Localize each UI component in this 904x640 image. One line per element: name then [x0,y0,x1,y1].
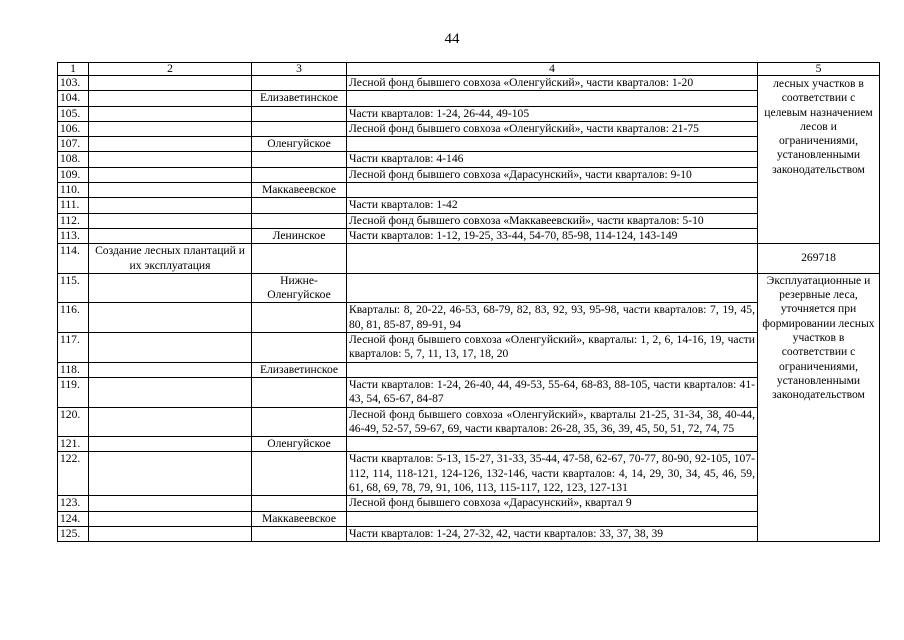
locality-cell [252,526,347,541]
table-row [58,511,880,526]
quarters-cell: Лесной фонд бывшего совхоза «Маккавеевский», части кварталов: 5-10 [347,213,758,228]
table-row [58,167,880,182]
table-row [58,183,880,198]
table-row [58,333,880,363]
row-number-cell: 118. [58,362,89,377]
column-header: 1 [58,63,89,76]
purpose-cell [89,452,252,496]
locality-cell [252,167,347,182]
quarters-cell: Части кварталов: 5-13, 15-27, 31-33, 35-44, 47-58, 62-67, 70-77, 80-90, 92-105, 107-112, 114, 118-121, 124-126, 132-146, части кварталов: 4, 14, 29, 30, 34, 45, 46, 59, 61, 68, 69, 78, 79, 91, 106, 113, 115-117, 122, 123, 127-131 [347,452,758,496]
quarters-cell: Части кварталов: 1-42 [347,198,758,213]
row-number-cell: 119. [58,377,89,407]
row-number-cell: 105. [58,106,89,121]
purpose-cell [89,183,252,198]
table-row [58,121,880,136]
purpose-cell [89,167,252,182]
row-number-cell: 113. [58,228,89,243]
quarters-cell: Кварталы: 8, 20-22, 46-53, 68-79, 82, 83, 92, 93, 95-98, части кварталов: 7, 19, 45, 80, 81, 85-87, 89-91, 94 [347,303,758,333]
quarters-cell [347,183,758,198]
quarters-cell: Лесной фонд бывшего совхоза «Дарасунский», части кварталов: 9-10 [347,167,758,182]
row-number-cell: 107. [58,137,89,152]
table-row [58,362,880,377]
locality-cell [252,152,347,167]
row-number-cell: 112. [58,213,89,228]
purpose-cell [89,407,252,437]
purpose-cell [89,137,252,152]
table-header-row [58,63,880,76]
quarters-cell [347,437,758,452]
purpose-cell [89,333,252,363]
table-row [58,91,880,106]
quarters-cell: Части кварталов: 4-146 [347,152,758,167]
purpose-cell [89,511,252,526]
locality-cell [252,213,347,228]
table-row [58,76,880,91]
table-row [58,152,880,167]
row-number-cell: 103. [58,76,89,91]
locality-cell: Елизаветинское [252,362,347,377]
document-table [57,62,880,542]
row-number-cell: 109. [58,167,89,182]
purpose-cell [89,228,252,243]
purpose-cell [89,303,252,333]
quarters-cell: Лесной фонд бывшего совхоза «Оленгуйский», части кварталов: 21-75 [347,121,758,136]
table-row [58,407,880,437]
row-number-cell: 106. [58,121,89,136]
table-row [58,437,880,452]
row-number-cell: 111. [58,198,89,213]
locality-cell [252,244,347,274]
column-header: 4 [347,63,758,76]
locality-cell: Ленинское [252,228,347,243]
locality-cell: Оленгуйское [252,137,347,152]
quarters-cell [347,244,758,274]
purpose-cell [89,106,252,121]
table-row [58,526,880,541]
table-row [58,213,880,228]
row-number-cell: 120. [58,407,89,437]
row-number-cell: 122. [58,452,89,496]
locality-cell: Оленгуйское [252,437,347,452]
table-row [58,377,880,407]
column-header: 2 [89,63,252,76]
purpose-cell [89,213,252,228]
row-number-cell: 121. [58,437,89,452]
locality-cell: Елизаветинское [252,91,347,106]
purpose-cell [89,273,252,303]
row-number-cell: 114. [58,244,89,274]
locality-cell [252,377,347,407]
row-number-cell: 115. [58,273,89,303]
row-number-cell: 123. [58,496,89,511]
quarters-cell: Части кварталов: 1-24, 26-40, 44, 49-53, 55-64, 68-83, 88-105, части кварталов: 41-43, 54, 65-67, 84-87 [347,377,758,407]
locality-cell [252,407,347,437]
quarters-cell: Лесной фонд бывшего совхоза «Оленгуйский», кварталы: 1, 2, 6, 14-16, 19, части кварталов: 5, 7, 11, 13, 17, 18, 20 [347,333,758,363]
quarters-cell: Лесной фонд бывшего совхоза «Оленгуйский», части кварталов: 1-20 [347,76,758,91]
row-number-cell: 117. [58,333,89,363]
purpose-cell [89,377,252,407]
column-header: 5 [758,63,880,76]
quarters-cell: Части кварталов: 1-24, 26-44, 49-105 [347,106,758,121]
row-number-cell: 125. [58,526,89,541]
quarters-cell: Лесной фонд бывшего совхоза «Оленгуйский», кварталы 21-25, 31-34, 38, 40-44, 46-49, 52-57, 59-67, 69, части кварталов: 26-28, 35, 36, 39, 45, 50, 51, 72, 74, 75 [347,407,758,437]
table-row [58,228,880,243]
quarters-cell [347,511,758,526]
table-row [58,303,880,333]
purpose-cell [89,198,252,213]
locality-cell [252,76,347,91]
quarters-cell [347,137,758,152]
quarters-cell: Части кварталов: 1-24, 27-32, 42, части кварталов: 33, 37, 38, 39 [347,526,758,541]
row-number-cell: 124. [58,511,89,526]
notes-cell-top: лесных участков в соответствии с целевым назначением лесов и ограничениями, установленными законодательством [758,76,880,244]
purpose-cell [89,526,252,541]
page-number: 44 [444,31,460,47]
row-number-cell: 116. [58,303,89,333]
locality-cell [252,333,347,363]
purpose-cell [89,437,252,452]
locality-cell [252,303,347,333]
table-row [58,452,880,496]
quarters-cell [347,91,758,106]
table-row [58,198,880,213]
locality-cell [252,198,347,213]
locality-cell: Нижне-Оленгуйское [252,273,347,303]
row-number-cell: 104. [58,91,89,106]
purpose-cell [89,362,252,377]
purpose-cell: Создание лесных плантаций и их эксплуатация [89,244,252,274]
table-row [58,496,880,511]
table-row [58,137,880,152]
locality-cell: Маккавеевское [252,511,347,526]
quarters-cell: Лесной фонд бывшего совхоза «Дарасунский», квартал 9 [347,496,758,511]
locality-cell [252,121,347,136]
area-cell: 269718 [758,244,880,274]
purpose-cell [89,76,252,91]
table-row [58,106,880,121]
row-number-cell: 110. [58,183,89,198]
quarters-cell: Части кварталов: 1-12, 19-25, 33-44, 54-70, 85-98, 114-124, 143-149 [347,228,758,243]
quarters-cell [347,362,758,377]
purpose-cell [89,152,252,167]
locality-cell: Маккавеевское [252,183,347,198]
locality-cell [252,106,347,121]
purpose-cell [89,496,252,511]
purpose-cell [89,121,252,136]
locality-cell [252,496,347,511]
notes-cell-bottom: Эксплуатационные и резервные леса, уточняется при формировании лесных участков в соответствии с ограничениями, установленными законодательством [758,273,880,541]
table-row [58,273,880,303]
column-header: 3 [252,63,347,76]
purpose-cell [89,91,252,106]
quarters-cell [347,273,758,303]
locality-cell [252,452,347,496]
row-number-cell: 108. [58,152,89,167]
table-row [58,244,880,274]
